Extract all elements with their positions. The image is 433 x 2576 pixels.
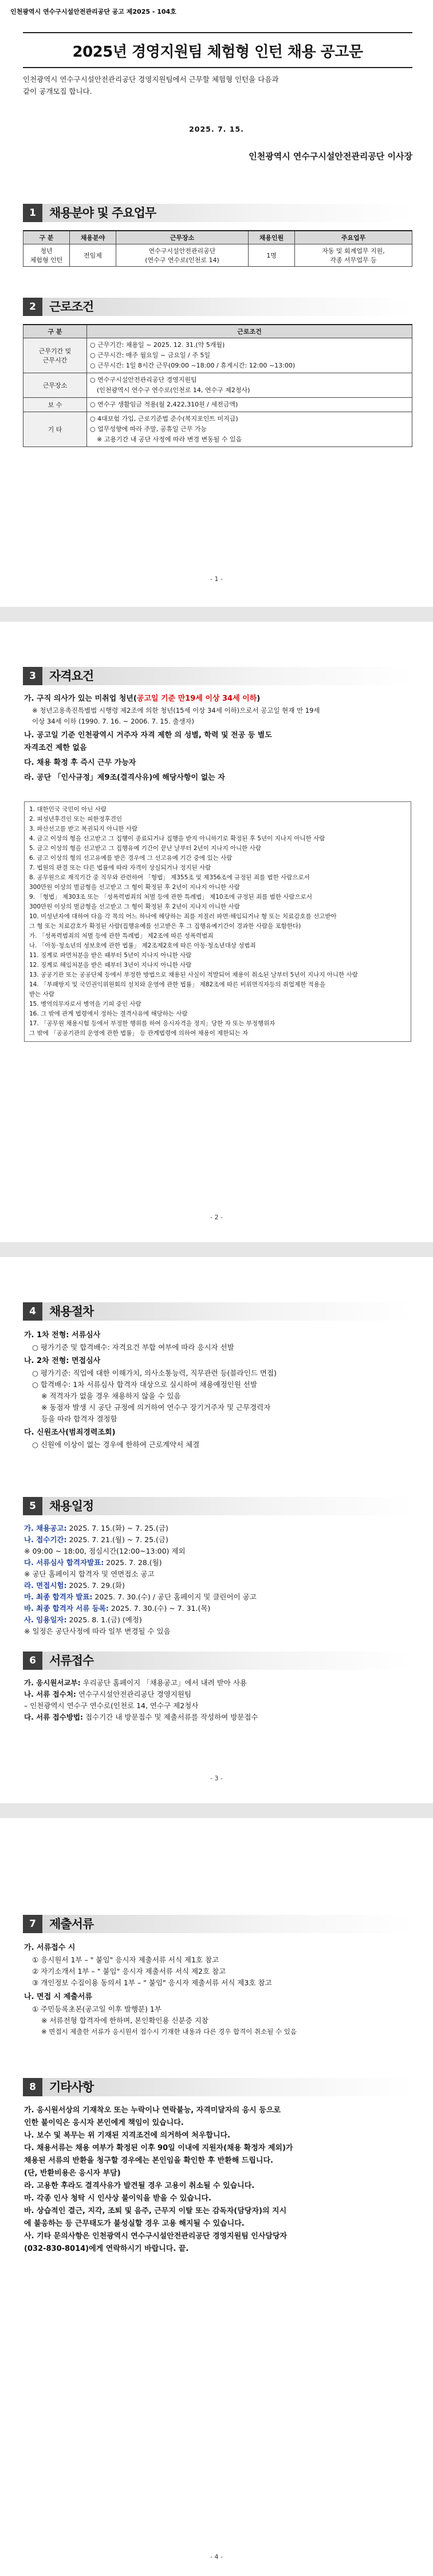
col-header: 주요업무	[295, 231, 412, 244]
schedule-item	[24, 1603, 414, 1614]
documents-b: 나. 면접 시 제출서류	[24, 1993, 92, 2001]
note-line: 마. 각종 인사 청탁 시 인사상 불이익을 받을 수 있습니다.	[24, 2194, 211, 2203]
documents-body	[24, 1942, 414, 2037]
section-bar	[42, 1497, 412, 1515]
list-item: 16. 그 밖에 관계 법령에서 정하는 결격사유에 해당하는 사람	[29, 1010, 188, 1017]
schedule-value: ※ 일정은 공단사정에 따라 일부 변경될 수 있음	[24, 1627, 171, 1635]
procedure-line: ○ 평가기준 및 합격배수: 자격요건 부합 여부에 따라 응시자 선발	[32, 1343, 234, 1352]
schedule-key: 사. 임용일자:	[24, 1615, 67, 1624]
page-separator	[0, 1242, 433, 1257]
work-conditions-table	[23, 324, 412, 447]
table-row	[23, 398, 412, 412]
list-item: 나. 「아동·청소년의 성보호에 관한 법률」 제2조제2호에 따른 아동·청소년대상 성범죄	[29, 942, 256, 949]
documents-line: ① 응시원서 1부 – " 붙임" 응시자 제출서류 서식 제1호 참고	[32, 1955, 219, 1964]
list-item: 17. 「공무원 채용시험 등에서 부정한 행위를 하여 응시자격을 정지」당한 자 또는 부정행위자	[29, 1020, 275, 1027]
submission-key: 다. 서류 접수방법:	[24, 1713, 83, 1721]
row-content	[87, 373, 412, 398]
condition-line: ※ 고용기간 내 공단 사정에 따라 변경 변동될 수 있음	[97, 436, 242, 443]
intro-line-2: 같이 공개모집 합니다.	[23, 87, 92, 96]
list-item: 6. 금고 이상의 형의 선고유예를 받은 경우에 그 선고유예 기간 중에 있는 사람	[29, 855, 233, 862]
list-item: 8. 공무원으로 재직기간 중 직무와 관련하여 「형법」 제355조 및 제356조에 규정된 죄를 범한 사람으로서	[29, 874, 310, 881]
procedure-line: ※ 동점자 발생 시 공단 규정에 의거하여 연수구 장기거주자 및 근무경력자	[41, 1403, 271, 1412]
schedule-value: 2025. 7. 28.(월)	[104, 1558, 162, 1567]
schedule-value: 2025. 7. 21.(월) ~ 7. 25.(금)	[66, 1535, 168, 1544]
section-bar	[42, 298, 412, 316]
section-heading-3	[23, 667, 412, 685]
condition-line: (인천광역시 연수구 연수로(인천로 14, 연수구 제2청사)	[97, 386, 250, 394]
documents-a: 가. 서류접수 시	[24, 1943, 76, 1952]
section-number: 2	[23, 298, 42, 316]
col-header: 구 분	[23, 231, 70, 244]
qualification-body	[24, 693, 414, 784]
submission-value: 연수구시설안전관리공단 경영지원팀	[76, 1690, 192, 1698]
schedule-item	[24, 1546, 414, 1557]
section-number: 5	[23, 1497, 42, 1515]
list-item: 13. 공공기관 또는 공공단체 등에서 부정한 방법으로 채용된 사실이 적발되어 채용이 취소된 날부터 5년이 지나지 아니한 사람	[29, 971, 358, 978]
procedure-b: 나. 2차 전형: 면접심사	[24, 1357, 101, 1365]
documents-line: ① 주민등록초본(공고일 이후 발행분) 1부	[32, 2005, 162, 2013]
table-header-row	[23, 325, 412, 338]
table-row	[23, 338, 412, 373]
cell-category: 청년 체험형 인턴	[23, 244, 70, 267]
condition-line: ○ 업무성향에 따라 주말, 공휴일 근무 가능	[90, 425, 207, 433]
list-item: 10. 미성년자에 대하여 다음 각 목의 어느 하나에 해당하는 죄를 저질러 파면·해임되거나 형 또는 치료감호를 선고받아	[29, 913, 337, 920]
list-item: 15. 병역의무자로서 병역을 기피 중인 사람	[29, 1001, 141, 1008]
issuer-signature: 인천광역시 연수구시설안전관리공단 이사장	[249, 151, 412, 161]
list-item: 11. 징계로 파면처분을 받은 때부터 5년이 지나지 아니한 사람	[29, 952, 192, 959]
documents-line: ※ 면접시 제출한 서류가 응시원서 접수시 기재한 내용과 다른 경우 합격이 취소될 수 있음	[41, 2028, 297, 2036]
schedule-value: ※ 09:00 ~ 18:00, 점심시간(12:00~13:00) 제외	[24, 1547, 186, 1555]
row-label: 기 타	[23, 412, 87, 447]
submission-body	[24, 1677, 414, 1723]
page-separator	[0, 1803, 433, 1818]
table-row	[23, 244, 412, 267]
schedule-value: 2025. 7. 30.(수) ~ 7. 31.(목)	[108, 1604, 211, 1613]
schedule-body	[24, 1523, 414, 1637]
submission-key: 가. 응시원서교부:	[24, 1678, 81, 1687]
condition-line: ○ 연수구시설안전관리공단 경영지원팀	[90, 376, 197, 384]
section-bar	[42, 1915, 412, 1933]
list-item: 4. 금고 이상의 형을 선고받고 그 집행이 종료되거나 집행을 받지 아니하기로 확정된 후 5년이 지나지 아니한 사람	[29, 835, 325, 842]
documents-line: ② 자기소개서 1부 – " 붙임" 응시자 제출서류 서식 제2호 참고	[32, 1967, 226, 1976]
note-line: 다. 채용서류는 채용 여부가 확정된 이후 90일 이내에 지원자(채용 확정자 제외)가	[24, 2144, 293, 2152]
section-number: 7	[23, 1915, 42, 1933]
documents-line: ③ 개인정보 수집이용 동의서 1부 – " 붙임" 응시자 제출서류 서식 제3호 참고	[32, 1978, 272, 1987]
section-number: 3	[23, 667, 42, 685]
schedule-item	[24, 1591, 414, 1603]
announcement-date: 2025. 7. 15.	[189, 125, 244, 133]
list-item: 300만원 이상의 벌금형을 선고받고 그 형이 확정된 후 2년이 지나지 아니한 사람	[29, 884, 240, 891]
row-label: 근무기간 및 근무시간	[23, 338, 87, 373]
table-header-row	[23, 231, 412, 244]
section-title: 채용일정	[49, 1499, 94, 1513]
list-item: 그 형 또는 치료감호가 확정된 사람(집행유예를 선고받은 후 그 집행유예기간이 경과한 사람을 포함한다)	[29, 923, 301, 930]
schedule-item	[24, 1568, 414, 1580]
qualification-a	[24, 693, 414, 705]
section-heading-1	[23, 204, 412, 222]
page-number: - 3 -	[210, 1775, 223, 1782]
section-bar	[42, 1302, 412, 1321]
section-title: 서류접수	[49, 1654, 94, 1668]
condition-line: ○ 근무기간: 채용일 ~ 2025. 12. 31.(약 5개월)	[90, 341, 225, 349]
list-item: 300만원 이상의 벌금형을 선고받고 그 형이 확정된 후 2년이 지나지 아니한 사람	[29, 903, 240, 910]
qualification-a-pre: 가. 구직 의사가 있는 미취업 청년(	[24, 694, 137, 703]
note-line: (032-830-8014)에게 연락하시기 바랍니다. 끝.	[24, 2245, 189, 2253]
condition-line: ○ 연수구 생활임금 적용(월 2,422,310원 / 세전금액)	[90, 401, 238, 408]
note-line: 라. 고용한 후라도 결격사유가 발견될 경우 고용이 취소될 수 있습니다.	[24, 2182, 255, 2190]
procedure-c: 다. 신원조사(범죄경력조회)	[24, 1428, 116, 1437]
schedule-value: 2025. 7. 15.(화) ~ 7. 25.(금)	[66, 1524, 168, 1532]
note-line: 나. 보수 및 복무는 위 기재된 지격조건에 의거하여 처우합니다.	[24, 2131, 231, 2140]
table-row	[23, 412, 412, 447]
page-number: - 4 -	[210, 2553, 223, 2561]
place-line: 연수구시설안전관리공단	[148, 247, 216, 255]
schedule-key: 가. 채용공고:	[24, 1524, 67, 1532]
submission-item	[24, 1712, 414, 1723]
row-content	[87, 338, 412, 373]
note-line: 사. 기타 문의사항은 인천광역시 연수구시설안전관리공단 경영지원팀 인사담당자	[24, 2232, 288, 2241]
note-line: 인한 불이익은 응시자 본인에게 책임이 있습니다.	[24, 2119, 184, 2127]
col-header: 구 분	[23, 325, 87, 338]
list-item: 5. 금고 이상의 형을 선고받고 그 집행유예 기간이 끝난 날부터 2년이 지나지 아니한 사람	[29, 845, 261, 852]
submission-item	[24, 1700, 414, 1712]
submission-value: 우리공단 홈페이지 「채용공고」에서 내려 받아 사용	[80, 1678, 247, 1687]
section-title: 자격요건	[49, 669, 94, 683]
schedule-item	[24, 1580, 414, 1591]
qualification-note: 이상 34세 이하 (1990. 7. 16. ~ 2006. 7. 15. 출생자)	[32, 717, 195, 725]
schedule-key: 나. 접수기간:	[24, 1535, 67, 1544]
row-content	[87, 412, 412, 447]
note-line: 바. 상습적인 결근, 지각, 조퇴 및 음주, 근무지 이탈 또는 감독자(담당자)의 지시	[24, 2207, 287, 2215]
qualification-c: 다. 채용 확정 후 즉시 근무 가능자	[24, 758, 136, 767]
schedule-value: 2025. 7. 30.(수) / 공단 홈페이지 및 클린어이 공고	[92, 1593, 257, 1601]
col-header: 채용분야	[70, 231, 116, 244]
list-item: 가. 「성폭력범죄의 처벌 등에 관한 특례법」 제2조에 따른 성폭력범죄	[29, 933, 214, 939]
schedule-key: 바. 최종 합격자 서류 등록:	[24, 1604, 109, 1613]
section-title: 채용절차	[49, 1305, 94, 1318]
procedure-a: 가. 1차 전형: 서류심사	[24, 1331, 101, 1340]
list-item: 3. 파산선고를 받고 복권되지 아니한 사람	[29, 825, 137, 832]
qualification-note: ※ 청년고용촉진특별법 시행령 제2조에 의한 청년(15세 이상 34세 이하)으로서 공고일 현재 만 19세	[32, 706, 320, 714]
place-line: (연수구 연수로(인천로 14)	[145, 256, 219, 264]
section-number: 8	[23, 2078, 42, 2096]
list-item: 1. 대한민국 국민이 아닌 사람	[29, 806, 107, 813]
section-number: 6	[23, 1652, 42, 1670]
section-heading-7	[23, 1915, 412, 1933]
submission-item	[24, 1677, 414, 1689]
list-item: 받는 사람	[29, 991, 54, 998]
section-bar	[42, 2078, 412, 2096]
section-title: 근로조건	[49, 300, 94, 314]
condition-line: ○ 4대보험 가입, 근로기준법 준수(복지포인트 미지급)	[90, 415, 238, 422]
page-number: - 1 -	[210, 575, 223, 583]
schedule-item	[24, 1523, 414, 1534]
qualification-b-cont: 자격조건 제한 없음	[24, 744, 87, 752]
note-line: 에 불응하는 등 근무태도가 불성실할 경우 고용 해지될 수 있습니다.	[24, 2219, 245, 2228]
schedule-key: 다. 서류심사 합격자발표:	[24, 1558, 104, 1567]
qualification-d: 라. 공단 「인사규정」제9조(결격사유)에 해당사항이 없는 자	[24, 773, 225, 782]
section-title: 기타사항	[49, 2080, 94, 2094]
list-item: 14. 「부패방지 및 국민권익위원회의 설치와 운영에 관한 법률」 제82조에 따른 비위면직자등의 취업제한 적용을	[29, 981, 326, 988]
schedule-value: ※ 공단 홈페이지 합격자 및 연면접소 공고	[24, 1570, 155, 1578]
cell-duty: 자동 및 회계업무 지원, 각종 서무업무 등	[295, 244, 412, 267]
intro-text	[23, 73, 412, 97]
row-label: 근무장소	[23, 373, 87, 398]
section-heading-2	[23, 298, 412, 316]
section-bar	[42, 1652, 412, 1670]
submission-value: 접수기간 내 방문접수 및 제출서류를 작성하여 방문접수	[82, 1713, 258, 1721]
procedure-line: ※ 적격자가 없을 경우 채용하지 않을 수 있음	[41, 1392, 181, 1400]
qualification-b: 나. 공고일 기준 인천광역시 거주자 자격 제한 의 성별, 학력 및 전공 등 별도	[24, 731, 272, 740]
schedule-key: 라. 면접시험:	[24, 1581, 67, 1590]
row-content	[87, 398, 412, 412]
page-number: - 2 -	[210, 1214, 223, 1221]
cell-count: 1명	[249, 244, 295, 267]
section-heading-8	[23, 2078, 412, 2096]
section-number: 1	[23, 204, 42, 222]
cell-place	[116, 244, 249, 267]
section-title: 제출서류	[49, 1917, 94, 1931]
schedule-key: 마. 최종 합격자 발표:	[24, 1593, 93, 1601]
other-notes-body	[24, 2104, 414, 2255]
schedule-value: 2025. 7. 29.(화)	[66, 1581, 125, 1590]
submission-key: 나. 서류 접수처:	[24, 1690, 76, 1698]
submission-item	[24, 1689, 414, 1700]
section-title: 채용분야 및 주요업무	[49, 206, 156, 220]
row-label: 보 수	[23, 398, 87, 412]
schedule-item	[24, 1626, 414, 1637]
section-heading-4	[23, 1302, 412, 1321]
list-item: 2. 피성년후견인 또는 피한정후견인	[29, 816, 123, 823]
intro-line-1: 인천광역시 연수구시설안전관리공단 경영지원팀에서 근무할 체험형 인턴을 다음과	[23, 75, 279, 84]
section-heading-5	[23, 1497, 412, 1515]
note-line: 채용된 서류의 반환을 청구할 경우에는 본인임을 확인한 후 반환해 드립니다.	[24, 2156, 273, 2165]
section-number: 4	[23, 1302, 42, 1321]
note-line: (단, 반환비용은 응시자 부담)	[24, 2169, 121, 2178]
documents-line: ※ 서류전형 합격자에 한하며, 본인확인용 신분증 지참	[41, 2016, 208, 2025]
procedure-line: 등을 따라 합격자 결정함	[41, 1415, 117, 1423]
doc-reference: 인천광역시 연수구시설안전관리공단 공고 제2025 - 104호	[10, 8, 176, 15]
condition-line: ○ 근무시간: 1일 8시간 근무(09:00 ~18:00 / 휴게시간: 12:00 ~13:00)	[90, 362, 296, 369]
age-requirement: 공고일 기준 만19세 이상 34세 이하	[136, 694, 257, 703]
page-separator	[0, 607, 433, 622]
procedure-line: ○ 합격배수: 1차 서류심사 합격자 대상으로 실시하여 채용예정인원 선발	[32, 1380, 257, 1389]
cell-field: 전임제	[70, 244, 116, 267]
section-heading-6	[23, 1652, 412, 1670]
table-row	[23, 373, 412, 398]
section-bar	[42, 667, 412, 685]
col-header: 채용인원	[249, 231, 295, 244]
list-item: 9. 「형법」 제303조 또는 「성폭력범죄의 처벌 등에 관한 특례법」 제10조에 규정된 죄를 범한 사람으로서	[29, 894, 312, 900]
schedule-item	[24, 1614, 414, 1626]
col-header: 근로조건	[87, 325, 412, 338]
procedure-body	[24, 1329, 414, 1451]
procedure-line: ○ 신원에 이상이 없는 경우에 한하여 근로계약서 체결	[32, 1440, 200, 1449]
procedure-line: ○ 평가기준: 직업에 대한 이해가치, 의사소통능력, 직무관련 등(블라인드 면접)	[32, 1369, 277, 1377]
schedule-value: 2025. 8. 1.(금) (예정)	[66, 1615, 142, 1624]
condition-line: ○ 근무시간: 매주 월요일 ~ 금요일 / 주 5일	[90, 351, 210, 359]
note-line: 가. 응시원서상의 기재착오 또는 누락이나 연락불능, 자격미달자의 응시 등으로	[24, 2106, 281, 2115]
schedule-item	[24, 1557, 414, 1568]
list-item: 12. 징계로 해임처분을 받은 때부터 3년이 지나지 아니한 사람	[29, 962, 192, 969]
col-header: 근무장소	[116, 231, 249, 244]
disqualification-box	[24, 801, 411, 1042]
submission-value: – 인천광역시 연수구 연수로(인천로 14, 연수구 제2청사	[24, 1701, 199, 1710]
schedule-item	[24, 1534, 414, 1546]
recruitment-field-table	[23, 230, 412, 267]
qualification-a-post: )	[257, 694, 261, 703]
list-item: 그 밖에 「공공기관의 운영에 관한 법률」 등 관계법령에 의하여 채용이 제한되는 자	[29, 1030, 249, 1037]
page-title: 2025년 경영지원팀 체험형 인턴 채용 공고문	[23, 32, 412, 68]
list-item: 7. 법원의 판결 또는 다른 법률에 따라 자격이 상실되거나 정지된 사람	[29, 864, 211, 871]
